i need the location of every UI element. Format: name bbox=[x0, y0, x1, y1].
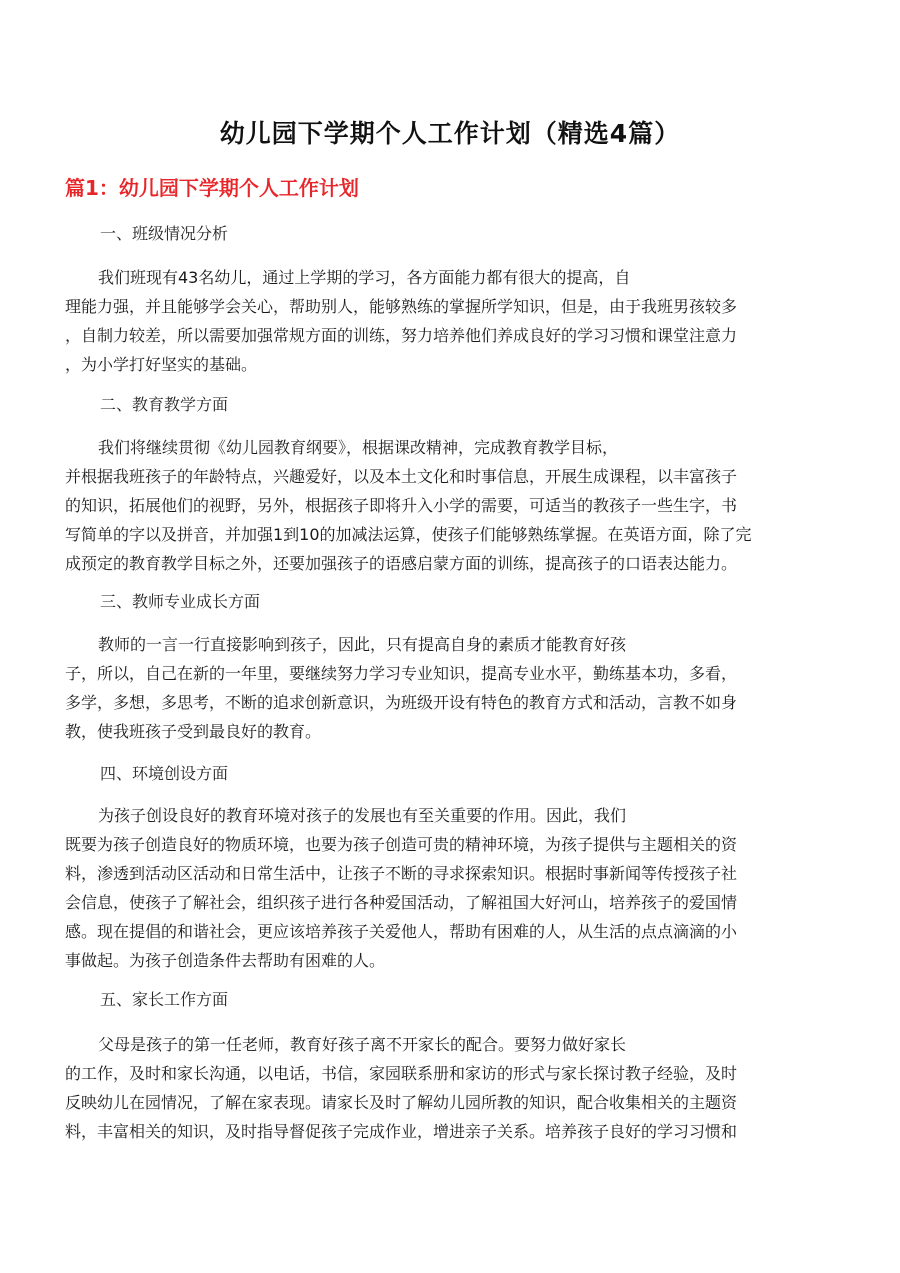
paragraph-line: 成预定的教育教学目标之外，还要加强孩子的语感启蒙方面的训练，提高孩子的口语表达能力。 bbox=[65, 554, 738, 573]
paragraph-line: 多学，多想，多思考，不断的追求创新意识，为班级开设有特色的教育方式和活动，言教不如身 bbox=[65, 693, 738, 712]
article-heading: 篇1：幼儿园下学期个人工作计划 bbox=[65, 176, 359, 200]
section-heading-environment: 四、环境创设方面 bbox=[100, 764, 229, 783]
paragraph-line: 并根据我班孩子的年龄特点，兴趣爱好，以及本土文化和时事信息，开展生成课程，以丰富孩子 bbox=[65, 467, 738, 486]
section-heading-teaching: 二、教育教学方面 bbox=[100, 395, 229, 414]
section-paragraph-teacher-growth bbox=[65, 630, 835, 746]
paragraph-line: 的工作，及时和家长沟通，以电话，书信，家园联系册和家访的形式与家长探讨教子经验，及时 bbox=[65, 1064, 738, 1083]
section-heading-class-analysis: 一、班级情况分析 bbox=[100, 224, 229, 243]
paragraph-line: 子，所以，自己在新的一年里，要继续努力学习专业知识，提高专业水平，勤练基本功，多看， bbox=[65, 664, 738, 683]
paragraph-line: 反映幼儿在园情况，了解在家表现。请家长及时了解幼儿园所教的知识，配合收集相关的主题资 bbox=[65, 1093, 738, 1112]
paragraph-line: 料，丰富相关的知识，及时指导督促孩子完成作业，增进亲子关系。培养孩子良好的学习习惯和 bbox=[65, 1122, 738, 1141]
paragraph-line: 教师的一言一行直接影响到孩子，因此，只有提高自身的素质才能教育好孩 bbox=[98, 635, 627, 654]
paragraph-line: 的知识，拓展他们的视野，另外，根据孩子即将升入小学的需要，可适当的教孩子一些生字，书 bbox=[65, 496, 738, 515]
paragraph-line: 理能力强，并且能够学会关心，帮助别人，能够熟练的掌握所学知识，但是，由于我班男孩较多 bbox=[65, 297, 738, 316]
document-title: 幼儿园下学期个人工作计划（精选4篇） bbox=[219, 119, 681, 148]
paragraph-line: 教，使我班孩子受到最良好的教育。 bbox=[65, 722, 322, 741]
section-heading-teacher-growth: 三、教师专业成长方面 bbox=[100, 592, 261, 611]
section-paragraph-class-analysis bbox=[65, 263, 835, 379]
paragraph-line: ，为小学打好坚实的基础。 bbox=[65, 355, 258, 374]
paragraph-line: 我们将继续贯彻《幼儿园教育纲要》，根据课改精神，完成教育教学目标， bbox=[98, 438, 619, 457]
paragraph-line: 既要为孩子创造良好的物质环境，也要为孩子创造可贵的精神环境，为孩子提供与主题相关的资 bbox=[65, 835, 738, 854]
section-paragraph-teaching bbox=[65, 433, 835, 578]
paragraph-line: 父母是孩子的第一任老师，教育好孩子离不开家长的配合。要努力做好家长 bbox=[98, 1035, 627, 1054]
paragraph-line: ，自制力较差，所以需要加强常规方面的训练，努力培养他们养成良好的学习习惯和课堂注意力 bbox=[65, 326, 738, 345]
section-paragraph-environment bbox=[65, 801, 835, 975]
paragraph-line: 感。现在提倡的和谐社会，更应该培养孩子关爱他人，帮助有困难的人，从生活的点点滴滴的小 bbox=[65, 922, 738, 941]
paragraph-line: 写简单的字以及拼音，并加强1到10的加减法运算，使孩子们能够熟练掌握。在英语方面，除了完 bbox=[65, 525, 752, 544]
section-paragraph-parent-work bbox=[65, 1030, 835, 1146]
paragraph-line: 事做起。为孩子创造条件去帮助有困难的人。 bbox=[65, 951, 386, 970]
section-heading-parent-work: 五、家长工作方面 bbox=[100, 990, 229, 1009]
paragraph-line: 为孩子创设良好的教育环境对孩子的发展也有至关重要的作用。因此，我们 bbox=[98, 806, 627, 825]
paragraph-line: 料，渗透到活动区活动和日常生活中，让孩子不断的寻求探索知识。根据时事新闻等传授孩子社 bbox=[65, 864, 738, 883]
paragraph-line: 我们班现有43名幼儿，通过上学期的学习，各方面能力都有很大的提高，自 bbox=[98, 268, 631, 287]
paragraph-line: 会信息，使孩子了解社会，组织孩子进行各种爱国活动，了解祖国大好河山，培养孩子的爱国情 bbox=[65, 893, 738, 912]
